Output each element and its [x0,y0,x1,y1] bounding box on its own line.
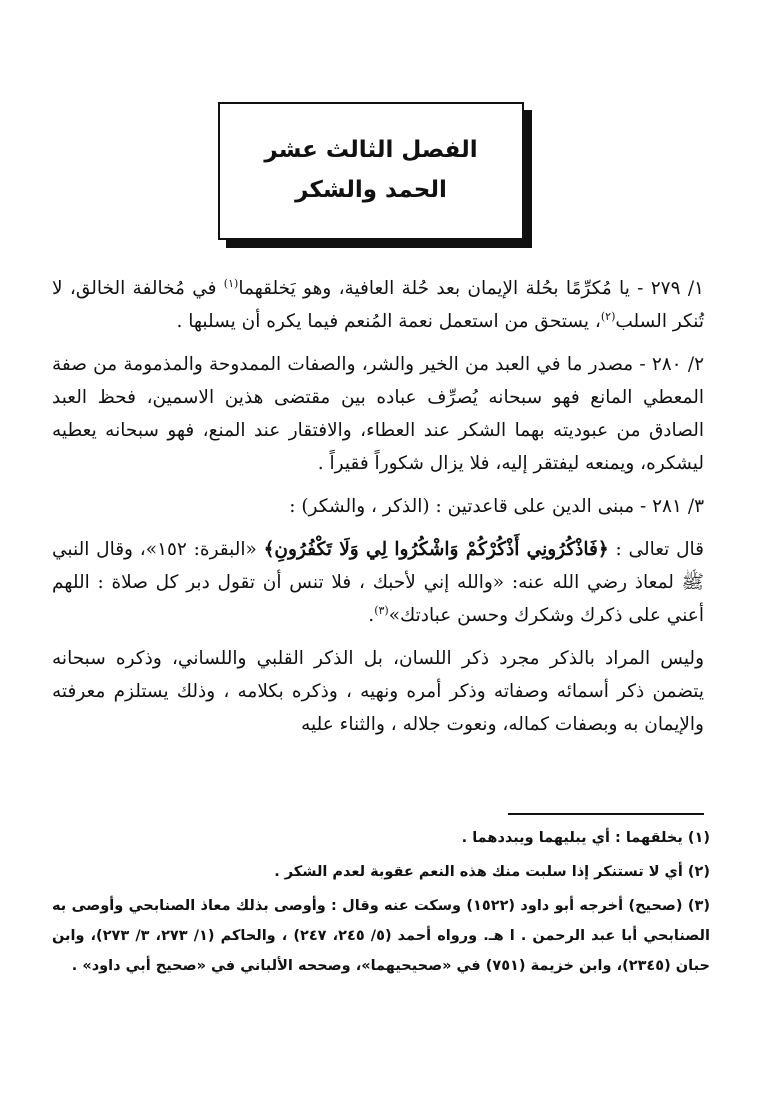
paragraph-quran-hadith [52,533,704,632]
footnote-ref-1[interactable]: (١) [223,276,239,290]
hadith-text: وقال النبي ﷺ لمعاذ رضي الله عنه: «والله إني لأحبك ، فلا تنس أن تقول دبر كل صلاة : اللهم أعني على ذكرك وشكرك وحسن عبادتك» [52,539,704,626]
footnote-ref-2[interactable]: (٢) [600,309,616,323]
paragraph-text: - مبنى الدين على قاعدتين : (الذكر ، والشكر) : [289,496,653,517]
paragraph-text-b: في مُخالفة الخالق، لا تُنكر السلب [52,278,704,332]
footnote-2: (٢) أي لا تستنكر إذا سلبت منك هذه النعم عقوبة لعدم الشكر . [274,864,710,880]
paragraph-number: ١/ ٢٧٩ [650,278,704,299]
chapter-title-frame [218,102,536,252]
footnote-1: (١) يخلقهما : أي يبليهما ويبددهما . [461,830,710,846]
chapter-subtitle: الحمد والشكر [295,177,447,203]
paragraph-text-c: ، يستحق من استعمل نعمة المُنعم فيما يكره أن يسلبها . [176,311,601,332]
paragraph-279 [52,272,704,338]
paragraph-text: - مصدر ما في العبد من الخير والشر، والصفات الممدوحة والمذمومة من صفة المعطي المانع فهو سبحانه يُصرِّف عباده بين مقتضى هذين الاسمين، فحظ العبد الصادق من عبوديته بهما الشكر عند العطاء، والافتقار عند المنع، فهو سبحانه يعطيه ليشكره، ويمنعه ليفتقر إليه، فلا يزال شكوراً فقيراً . [52,354,704,474]
sentence-end: . [368,605,375,626]
chapter-title: الفصل الثالث عشر [264,137,478,164]
paragraph-280 [52,348,704,480]
paragraph-number: ٢/ ٢٨٠ [651,354,704,375]
chapter-title-box [218,102,524,240]
paragraph-dhikr [52,642,704,741]
paragraph-281 [52,490,704,523]
quran-verse: ﴿فَاذْكُرُونِي أَذْكُرْكُمْ وَاشْكُرُوا لِي وَلَا تَكْفُرُونِ﴾ [263,539,609,560]
paragraph-text: وليس المراد بالذكر مجرد ذكر اللسان، بل الذكر القلبي واللساني، وذكره سبحانه يتضمن ذكر أسمائه وصفاته وذكر أمره ونهيه ، وذكره بكلامه ، وذلك يستلزم معرفته والإيمان به وبصفات كماله، ونعوت جلاله ، والثناء عليه [52,648,704,735]
quote-intro: قال تعالى : [608,539,704,560]
footnotes [52,823,710,985]
footnote-separator [508,813,704,815]
paragraph-text: - يا مُكرِّمًا بحُلة الإيمان بعد حُلة العافية، وهو يَخلقهما [238,278,651,299]
footnote-3: (٣) (صحيح) أخرجه أبو داود (١٥٢٢) وسكت عنه وقال : وأوصى بذلك معاذ الصنابحي وأوصى به الصنابحي أبا عبد الرحمن . ا هـ. ورواه أحمد (٥/ ٢٤٥، ٢٤٧) ، والحاكم (١/ ٢٧٣، ٣/ ٢٧٣)، وابن حبان (٢٣٤٥)، وابن خزيمة (٧٥١) في «صحيحيهما»، وصححه الألباني في «صحيح أبي داود» . [52,898,710,974]
paragraph-number: ٣/ ٢٨١ [652,496,704,517]
verse-reference: «البقرة: ١٥٢»، [133,539,264,560]
footnote-ref-3[interactable]: (٣) [374,603,389,617]
main-text [52,272,704,751]
